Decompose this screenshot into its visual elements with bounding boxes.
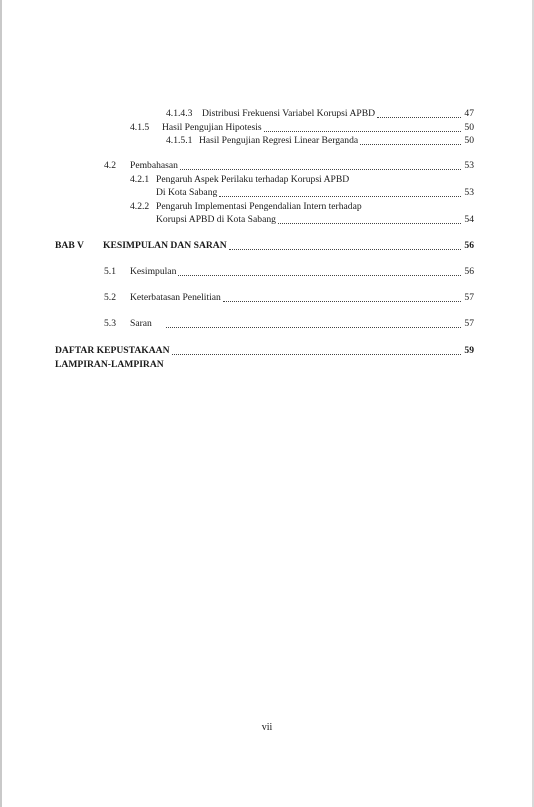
toc-entry (104, 292, 474, 304)
toc-page-number: 47 (464, 108, 474, 119)
toc-page-number: 57 (464, 318, 474, 329)
toc-chapter-title: KESIMPULAN DAN SARAN (103, 240, 227, 251)
toc-entry (156, 214, 474, 226)
toc-number: 4.2 (104, 160, 116, 171)
toc-chapter-entry (55, 345, 474, 357)
toc-entry-line (130, 201, 362, 213)
toc-label: Distribusi Frekuensi Variabel Korupsi APBD (202, 108, 376, 119)
dot-leader (172, 354, 461, 355)
toc-entry-line (130, 174, 349, 186)
toc-chapter-title: DAFTAR KEPUSTAKAAN (55, 345, 170, 356)
dot-leader (264, 131, 461, 132)
toc-entry (166, 135, 474, 147)
dot-leader (229, 249, 461, 250)
toc-page-number: 59 (464, 345, 474, 356)
toc-page-number: 50 (464, 135, 474, 146)
toc-page-number: 53 (464, 160, 474, 171)
toc-number: 4.2.2 (130, 201, 150, 212)
toc-label-continued: Korupsi APBD di Kota Sabang (156, 214, 276, 225)
toc-entry (104, 266, 474, 278)
page-number: vii (261, 722, 273, 733)
toc-number: 5.2 (104, 292, 116, 303)
toc-number: 5.1 (104, 266, 116, 277)
toc-page-number: 54 (464, 214, 474, 225)
toc-number: 5.3 (104, 318, 116, 329)
toc-number: 4.2.1 (130, 174, 150, 185)
toc-label: Kesimpulan (130, 266, 177, 277)
dot-leader (180, 169, 461, 170)
toc-entry (130, 122, 474, 134)
dot-leader (377, 117, 461, 118)
toc-label: Hasil Pengujian Regresi Linear Berganda (199, 135, 359, 146)
toc-label: Pengaruh Implementasi Pengendalian Intern terhadap (156, 201, 362, 212)
toc-page-number: 56 (464, 240, 474, 251)
toc-label: Saran (130, 318, 152, 329)
toc-entry (104, 318, 474, 330)
dot-leader (166, 327, 461, 328)
toc-label: Keterbatasan Penelitian (130, 292, 221, 303)
dot-leader (360, 144, 461, 145)
dot-leader (178, 275, 461, 276)
toc-chapter-number: BAB V (55, 240, 84, 251)
toc-label: Pengaruh Aspek Perilaku terhadap Korupsi APBD (156, 174, 350, 185)
toc-number: 4.1.5 (130, 122, 150, 133)
toc-page-number: 56 (464, 266, 474, 277)
dot-leader (219, 196, 461, 197)
toc-entry (156, 187, 474, 199)
toc-page-number: 53 (464, 187, 474, 198)
toc-page-number: 57 (464, 292, 474, 303)
toc-chapter-entry (55, 240, 474, 252)
toc-number: 4.1.5.1 (166, 135, 193, 146)
dot-leader (278, 223, 461, 224)
toc-label-continued: Di Kota Sabang (156, 187, 218, 198)
toc-label: Hasil Pengujian Hipotesis (162, 122, 262, 133)
toc-label: Pembahasan (130, 160, 178, 171)
page-edge-left (0, 0, 2, 807)
dot-leader (223, 301, 461, 302)
toc-chapter-title: LAMPIRAN-LAMPIRAN (55, 359, 164, 370)
toc-number: 4.1.4.3 (166, 108, 193, 119)
toc-page-number: 50 (464, 122, 474, 133)
toc-entry (166, 108, 474, 120)
toc-entry (104, 160, 474, 172)
